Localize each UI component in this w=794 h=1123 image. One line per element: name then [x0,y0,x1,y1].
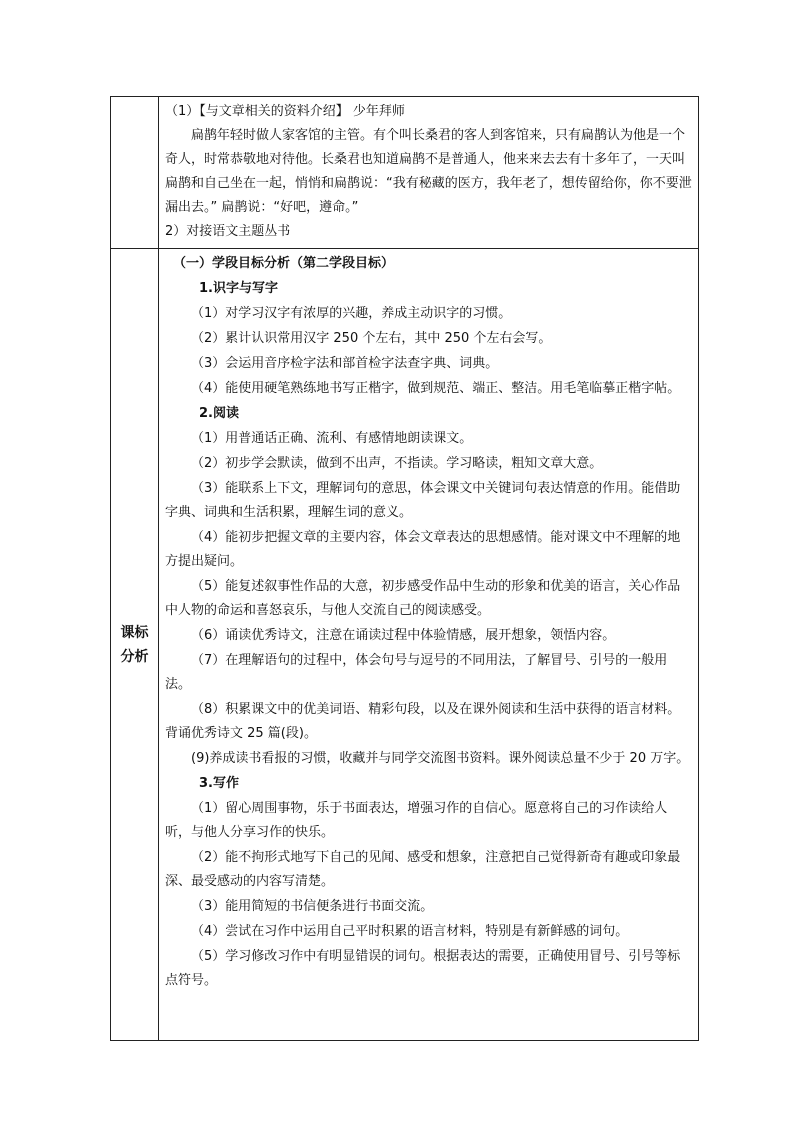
group-heading-writing: 3.写作 [199,776,239,791]
reading-item-5: （5）能复述叙事性作品的大意，初步感受作品中生动的形象和优美的语言，关心作品中人物的命运和喜怒哀乐，与他人交流自己的阅读感受。 [165,579,681,618]
literacy-item-1: （1）对学习汉字有浓厚的兴趣，养成主动识字的习惯。 [191,306,512,321]
writing-item-3: （3）能用简短的书信便条进行书面交流。 [191,899,434,914]
intro-label-cell [111,97,159,249]
intro-item-2: 2）对接语文主题丛书 [165,224,291,239]
group-heading-reading: 2.阅读 [199,406,239,421]
writing-item-4: （4）尝试在习作中运用自己平时积累的语言材料，特别是有新鲜感的词句。 [191,924,629,939]
literacy-item-3: （3）会运用音序检字法和部首检字法查字典、词典。 [191,356,499,371]
intro-row [111,97,699,249]
lesson-plan-table [110,96,699,1041]
standards-label-cell [111,249,159,1041]
intro-content-cell [159,97,699,249]
reading-item-7: （7）在理解语句的过程中，体会句号与逗号的不同用法，了解冒号、引号的一般用法。 [165,653,668,692]
literacy-item-2: （2）累计认识常用汉字 250 个左右，其中 250 个左右会写。 [191,331,552,346]
standards-label-line2: 分析 [120,648,149,665]
reading-item-1: （1）用普通话正确、流利、有感情地朗读课文。 [191,431,473,446]
standards-content-cell [159,249,699,1041]
reading-item-3: （3）能联系上下文，理解词句的意思，体会课文中关键词句表达情意的作用。能借助字典、词典和生活积累，理解生词的意义。 [165,481,681,520]
writing-item-5: （5）学习修改习作中有明显错误的词句。根据表达的需要，正确使用冒号、引号等标点符号。 [165,949,681,988]
writing-item-2: （2）能不拘形式地写下自己的见闻、感受和想象，注意把自己觉得新奇有趣或印象最深、最受感动的内容写清楚。 [165,850,681,889]
standards-row [111,249,699,1041]
document-page [110,96,692,1026]
standards-label-line1: 课标 [120,624,149,641]
reading-item-6: （6）诵读优秀诗文，注意在诵读过程中体验情感，展开想象，领悟内容。 [191,628,616,643]
reading-item-8: （8）积累课文中的优美词语、精彩句段，以及在课外阅读和生活中获得的语言材料。背诵优秀诗文 25 篇(段)。 [165,702,681,741]
literacy-item-4: （4）能使用硬笔熟练地书写正楷字，做到规范、端正、整洁。用毛笔临摹正楷字帖。 [191,381,681,396]
reading-item-4: （4）能初步把握文章的主要内容，体会文章表达的思想感情。能对课文中不理解的地方提出疑问。 [165,530,681,569]
intro-heading: （1）【与文章相关的资料介绍】 少年拜师 [165,104,405,119]
reading-item-2: （2）初步学会默读，做到不出声，不指读。学习略读，粗知文章大意。 [191,456,603,471]
standards-title: （一）学段目标分析（第二学段目标） [173,256,395,271]
intro-story: 扁鹊年轻时做人家客馆的主管。有个叫长桑君的客人到客馆来，只有扁鹊认为他是一个奇人，时常恭敬地对待他。长桑君也知道扁鹊不是普通人，他来来去去有十多年了，一天叫扁鹊和自己坐在一起，悄悄和扁鹊说：“我有秘藏的医方，我年老了，想传留给你，你不要泄漏出去。” 扁鹊说：“好吧，遵命。” [165,128,692,215]
writing-item-1: （1）留心周围事物，乐于书面表达，增强习作的自信心。愿意将自己的习作读给人听，与他人分享习作的快乐。 [165,801,668,840]
group-heading-literacy: 1.识字与写字 [199,281,278,296]
reading-item-9: (9)养成读书看报的习惯，收藏并与同学交流图书资料。课外阅读总量不少于 20 万字。 [191,751,690,766]
